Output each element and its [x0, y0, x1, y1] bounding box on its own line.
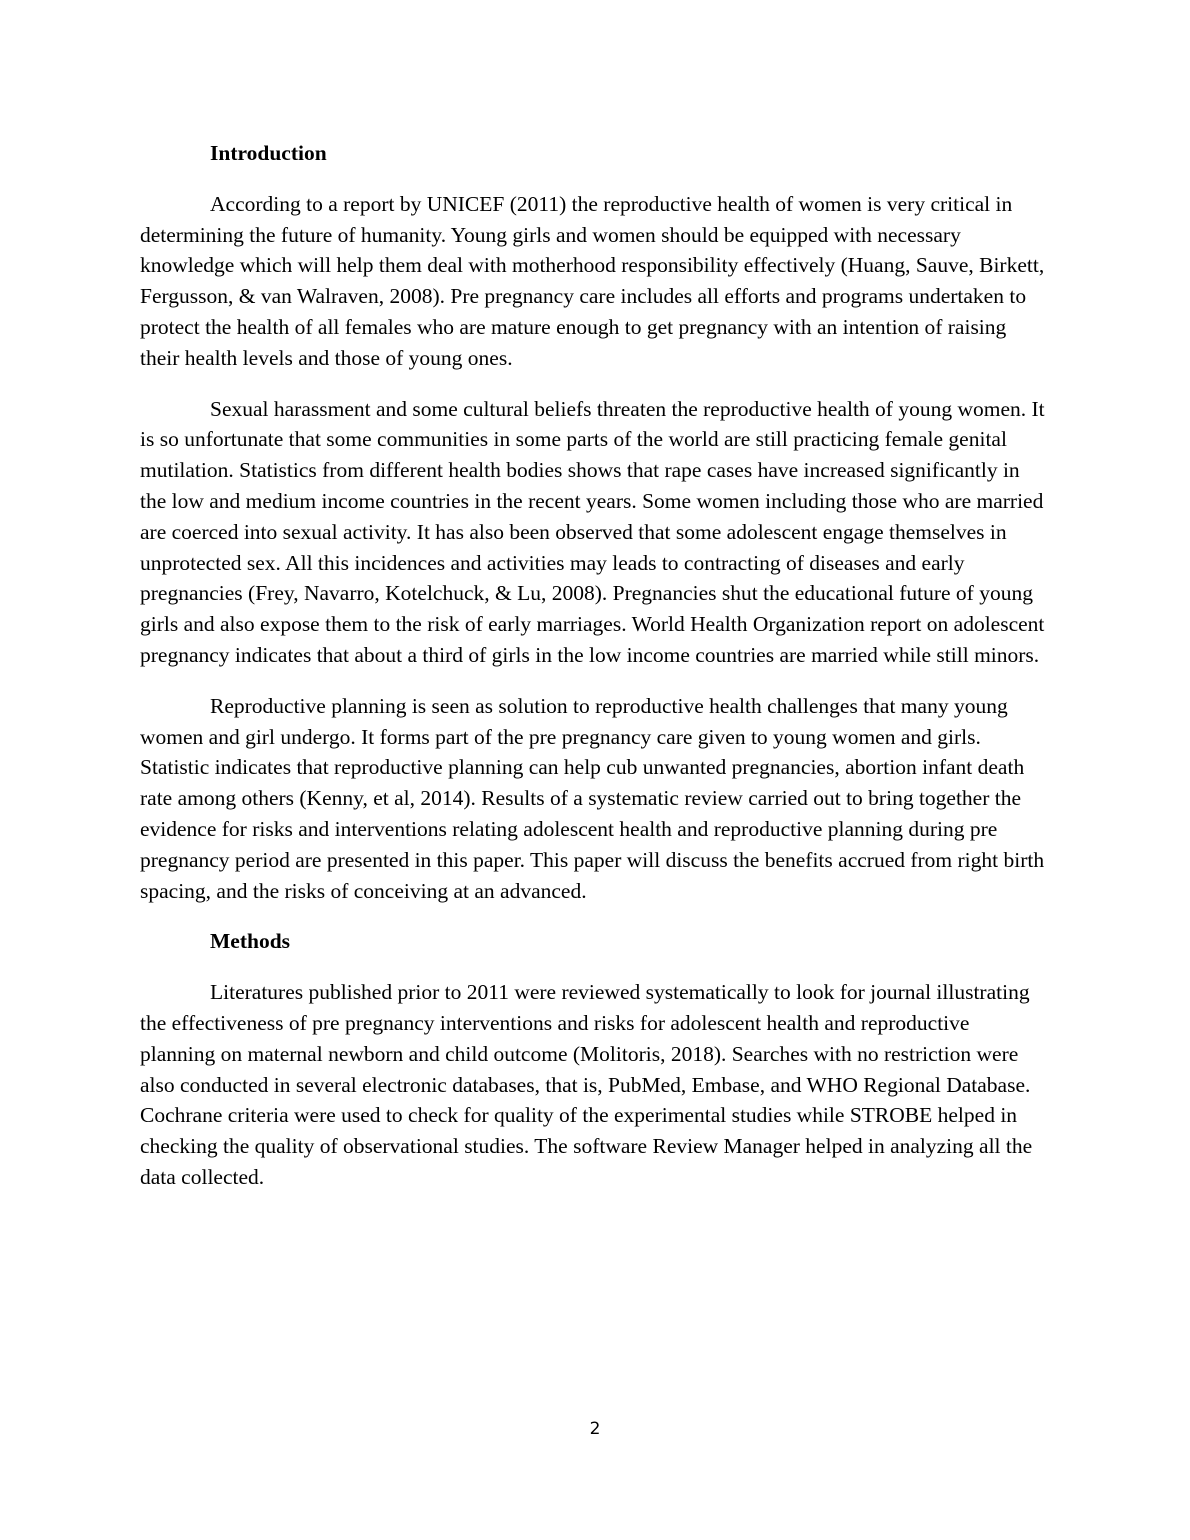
section-heading-methods: Methods — [210, 929, 291, 954]
introduction-paragraph-2: Sexual harassment and some cultural beliefs threaten the reproductive health of young women. It is so unfortunate that some communities in some parts of the world are still practicing female genital mutilation. Statistics from different health bodies shows that rape cases have increased significantly in the low and medium income countries in the recent years. Some women including those who are married are coerced into sexual activity. It has also been observed that some adolescent engage themselves in unprotected sex. All this incidences and activities may leads to contracting of diseases and early pregnancies (Frey, Navarro, Kotelchuck, & Lu, 2008). Pregnancies shut the educational future of young girls and also expose them to the risk of early marriages. World Health Organization report on adolescent pregnancy indicates that about a third of girls in the low income countries are married while still minors. — [140, 396, 1045, 667]
page-number: 2 — [589, 1419, 601, 1439]
methods-paragraph-1: Literatures published prior to 2011 were reviewed systematically to look for journal illustrating the effectiveness of pre pregnancy interventions and risks for adolescent health and reproductive planning on maternal newborn and child outcome (Molitoris, 2018). Searches with no restriction were also conducted in several electronic databases, that is, PubMed, Embase, and WHO Regional Database. Cochrane criteria were used to check for quality of the experimental studies while STROBE helped in checking the quality of observational studies. The software Review Manager helped in analyzing all the data collected. — [140, 980, 1033, 1189]
document-body — [140, 138, 1050, 1213]
section-heading-introduction: Introduction — [210, 141, 327, 165]
introduction-paragraph-3: Reproductive planning is seen as solution to reproductive health challenges that many young women and girl undergo. It forms part of the pre pregnancy care given to young women and girls. Statistic indicates that reproductive planning can help cub unwanted pregnancies, abortion infant death rate among others (Kenny, et al, 2014). Results of a systematic review carried out to bring together the evidence for risks and interventions relating adolescent health and reproductive planning during pre pregnancy period are presented in this paper. This paper will discuss the benefits accrued from right birth spacing, and the risks of conceiving at an advanced. — [140, 693, 1045, 903]
introduction-paragraph-1: According to a report by UNICEF (2011) the reproductive health of women is very critical in determining the future of humanity. Young girls and women should be equipped with necessary knowledge which will help them deal with motherhood responsibility effectively (Huang, Sauve, Birkett, Fergusson, & van Walraven, 2008). Pre pregnancy care includes all efforts and programs undertaken to protect the health of all females who are mature enough to get pregnancy with an intention of raising their health levels and those of young ones. — [140, 191, 1045, 370]
